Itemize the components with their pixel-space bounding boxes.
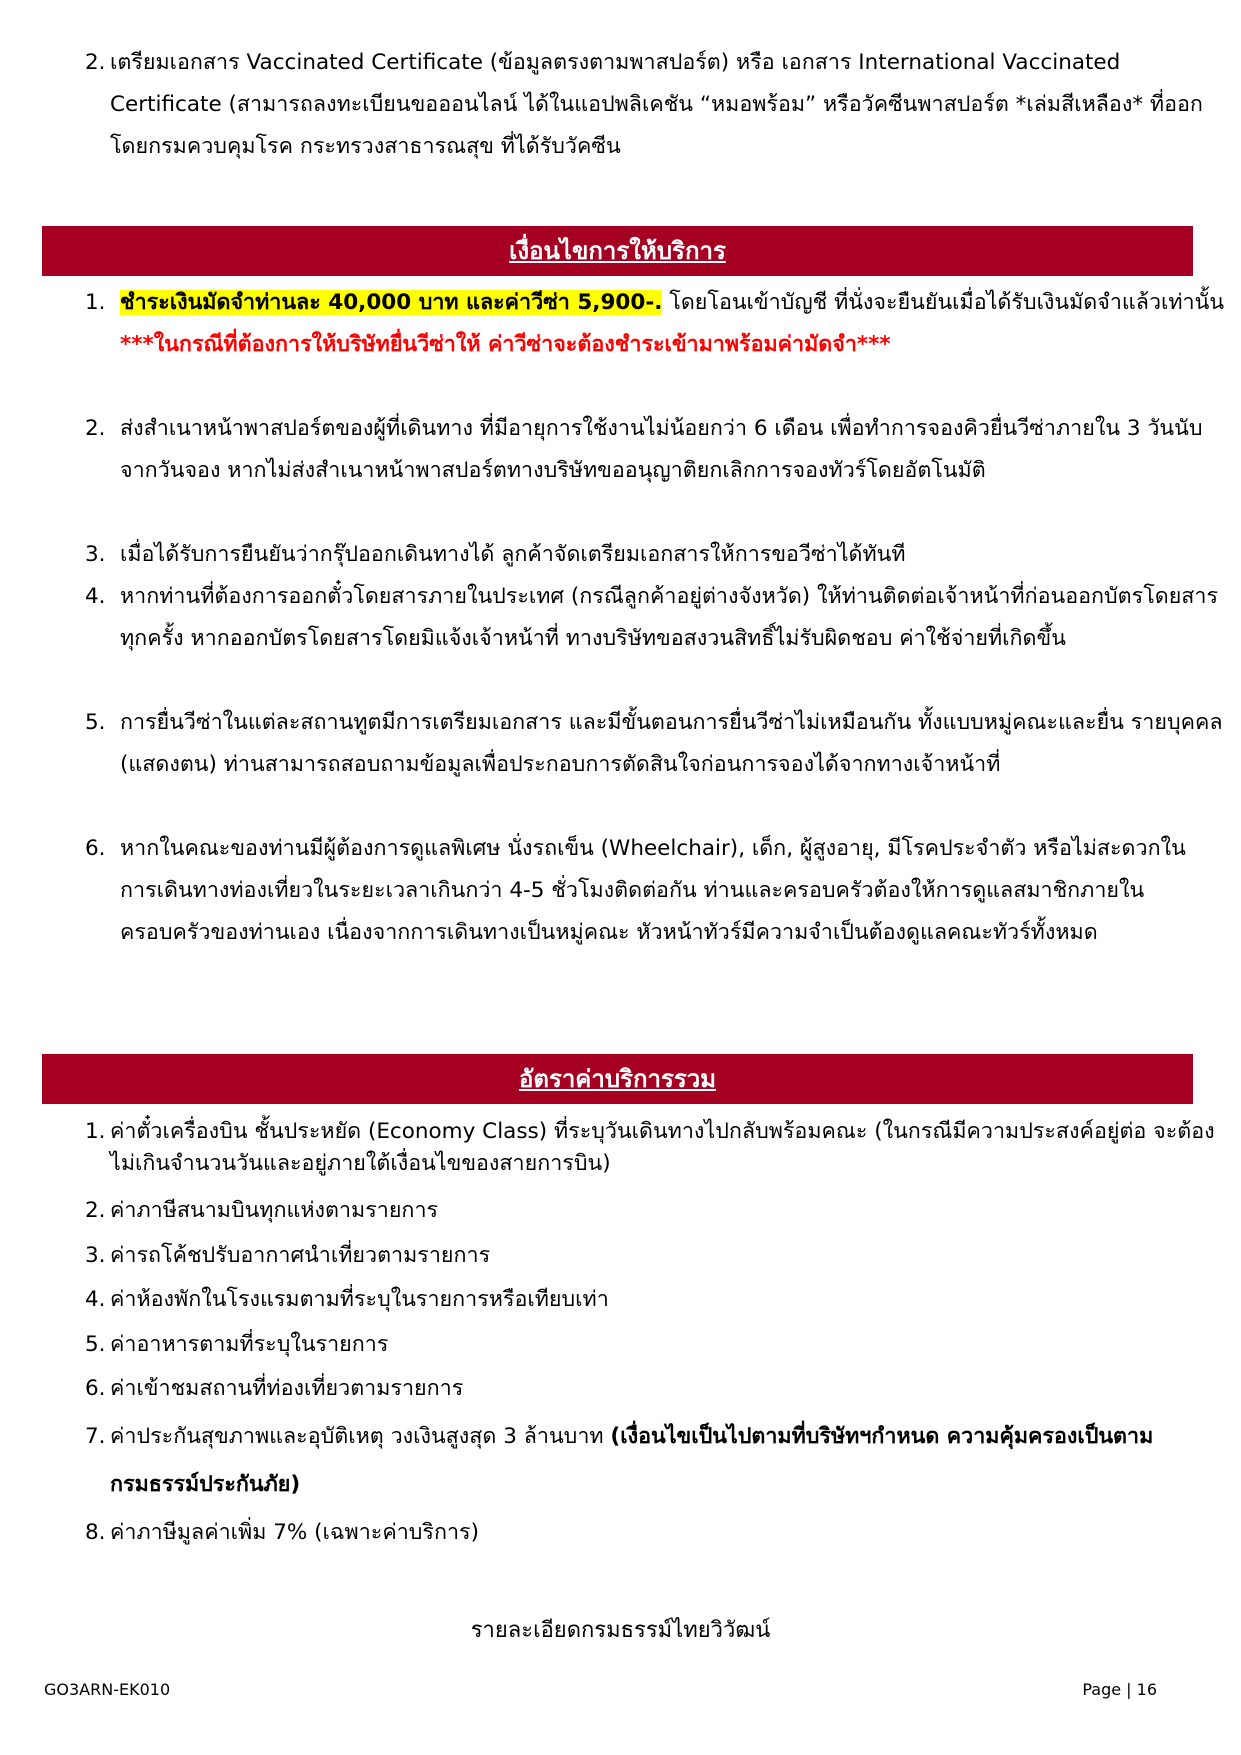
list-number: 3.: [85, 542, 106, 567]
list-number: 1.: [85, 1119, 106, 1144]
list-number: 2.: [85, 1198, 106, 1223]
list-number: 3.: [85, 1243, 106, 1268]
insurance-policy-link-text[interactable]: รายละเอียดกรมธรรม์ไทยวิวัฒน์: [470, 1618, 771, 1643]
list-text: ค่าห้องพักในโรงแรมตามที่ระบุในรายการหรือเทียบเท่า: [110, 1287, 609, 1312]
list-number: 7.: [85, 1424, 106, 1449]
insurance-condition-bold: (เงื่อนไขเป็นไปตามที่บริษัทฯกำหนด ความคุ้มครองเป็นตามกรมธรรม์ประกันภัย): [110, 1424, 1154, 1497]
list-number: 5.: [85, 710, 106, 735]
rate-item-8: [85, 1512, 1220, 1554]
list-number: 2.: [85, 50, 106, 75]
rate-item-1: [85, 1116, 1220, 1180]
list-number: 8.: [85, 1520, 106, 1545]
rate-item-5: [85, 1324, 1220, 1366]
rate-item-2: [85, 1190, 1220, 1232]
condition-item-5: [85, 702, 1225, 786]
list-text: ส่งสำเนาหน้าพาสปอร์ตของผู้ที่เดินทาง ที่มีอายุการใช้งานไม่น้อยกว่า 6 เดือน เพื่อทำการจองคิวยื่นวีซ่าภายใน 3 วันนับจากวันจอง หากไม่ส่งสำเนาหน้าพาสปอร์ตทางบริษัทขออนุญาติยกเลิกการจองทัวร์โดยอัตโนมัติ: [120, 416, 1203, 483]
highlighted-deposit-text: ชำระเงินมัดจำท่านละ 40,000 บาท และค่าวีซ่า 5,900-.: [120, 290, 663, 315]
visa-fee-note: ***ในกรณีที่ต้องการให้บริษัทยื่นวีซ่าให้ ค่าวีซ่าจะต้องชำระเข้ามาพร้อมค่ามัดจำ***: [120, 332, 891, 357]
list-number: 6.: [85, 1376, 106, 1401]
list-number: 1.: [85, 290, 106, 315]
list-text: การยื่นวีซ่าในแต่ละสถานทูตมีการเตรียมเอกสาร และมีขั้นตอนการยื่นวีซ่าไม่เหมือนกัน ทั้งแบบหมู่คณะและยื่น รายบุคคล (แสดงตน) ท่านสามารถสอบถามข้อมูลเพื่อประกอบการตัดสินใจก่อนการจองได้จากทางเจ้าหน้าที่: [120, 710, 1223, 777]
section-header-included-rates: [42, 1054, 1193, 1104]
top-list-item: [85, 42, 1225, 168]
list-text: ค่าภาษีสนามบินทุกแห่งตามรายการ: [110, 1198, 439, 1223]
list-number: 5.: [85, 1332, 106, 1357]
condition-item-4: [85, 576, 1225, 660]
rate-item-4: [85, 1279, 1220, 1321]
list-text: เมื่อได้รับการยืนยันว่ากรุ๊ปออกเดินทางได้ ลูกค้าจัดเตรียมเอกสารให้การขอวีซ่าได้ทันที: [120, 542, 906, 567]
list-text: ค่าภาษีมูลค่าเพิ่ม 7% (เฉพาะค่าบริการ): [110, 1520, 479, 1545]
list-text: หากในคณะของท่านมีผู้ต้องการดูแลพิเศษ นั่งรถเข็น (Wheelchair), เด็ก, ผู้สูงอายุ, มีโรคประจำตัว หรือไม่สะดวกใน การเดินทางท่องเที่ยวในระยะเวลาเกินกว่า 4-5 ชั่วโมงติดต่อกัน ท่านและครอบครัวต้องให้การดูแลสมาชิกภายในครอบครัวของท่านเอง เนื่องจากการเดินทางเป็นหมู่คณะ หัวหน้าทัวร์มีความจำเป็นต้องดูแลคณะทัวร์ทั้งหมด: [120, 836, 1186, 945]
section-title: อัตราค่าบริการรวม: [518, 1065, 717, 1093]
condition-item-1: [85, 282, 1225, 366]
document-code: GO3ARN-EK010: [44, 1680, 171, 1699]
list-number: 4.: [85, 584, 106, 609]
list-text: เตรียมเอกสาร Vaccinated Certificate (ข้อมูลตรงตามพาสปอร์ต) หรือ เอกสาร International Vaccinated Certificate (สามารถลงทะเบียนขอออนไลน์ ได้ในแอปพลิเคชัน “หมอพร้อม” หรือวัคซีนพาสปอร์ต *เล่มสีเหลือง* ที่ออกโดยกรมควบคุมโรค กระทรวงสาธารณสุข ที่ได้รับวัคซีน: [110, 50, 1203, 159]
list-text: ค่าตั๋วเครื่องบิน ชั้นประหยัด (Economy Class) ที่ระบุวันเดินทางไปกลับพร้อมคณะ (ในกรณีมีความประสงค์อยู่ต่อ จะต้องไม่เกินจำนวนวันและอยู่ภายใต้เงื่อนไขของสายการบิน): [110, 1119, 1215, 1176]
rate-item-6: [85, 1368, 1220, 1410]
list-text: ค่าเข้าชมสถานที่ท่องเที่ยวตามรายการ: [110, 1376, 464, 1401]
list-number: 2.: [85, 416, 106, 441]
list-text: โดยโอนเข้าบัญชี ที่นั่งจะยืนยันเมื่อได้รับเงินมัดจำแล้วเท่านั้น: [662, 290, 1225, 315]
rate-item-7: [85, 1413, 1215, 1509]
section-title: เงื่อนไขการให้บริการ: [509, 237, 726, 265]
list-number: 4.: [85, 1287, 106, 1312]
list-text: ค่ารถโค้ชปรับอากาศนำเที่ยวตามรายการ: [110, 1243, 491, 1268]
list-number: 6.: [85, 836, 106, 861]
rate-item-3: [85, 1235, 1220, 1277]
page-number: Page | 16: [1082, 1680, 1157, 1699]
condition-item-2: [85, 408, 1225, 492]
list-text: หากท่านที่ต้องการออกตั๋วโดยสารภายในประเทศ (กรณีลูกค้าอยู่ต่างจังหวัด) ให้ท่านติดต่อเจ้าหน้าที่ก่อนออกบัตรโดยสารทุกครั้ง หากออกบัตรโดยสารโดยมิแจ้งเจ้าหน้าที่ ทางบริษัทขอสงวนสิทธิ์ไม่รับผิดชอบ ค่าใช้จ่ายที่เกิดขึ้น: [120, 584, 1219, 651]
list-text: ค่าอาหารตามที่ระบุในรายการ: [110, 1332, 389, 1357]
list-text: ค่าประกันสุขภาพและอุบัติเหตุ วงเงินสูงสุด 3 ล้านบาท: [110, 1424, 611, 1449]
section-header-conditions: [42, 226, 1193, 276]
condition-item-6: [85, 828, 1225, 954]
condition-item-3: [85, 534, 1225, 576]
